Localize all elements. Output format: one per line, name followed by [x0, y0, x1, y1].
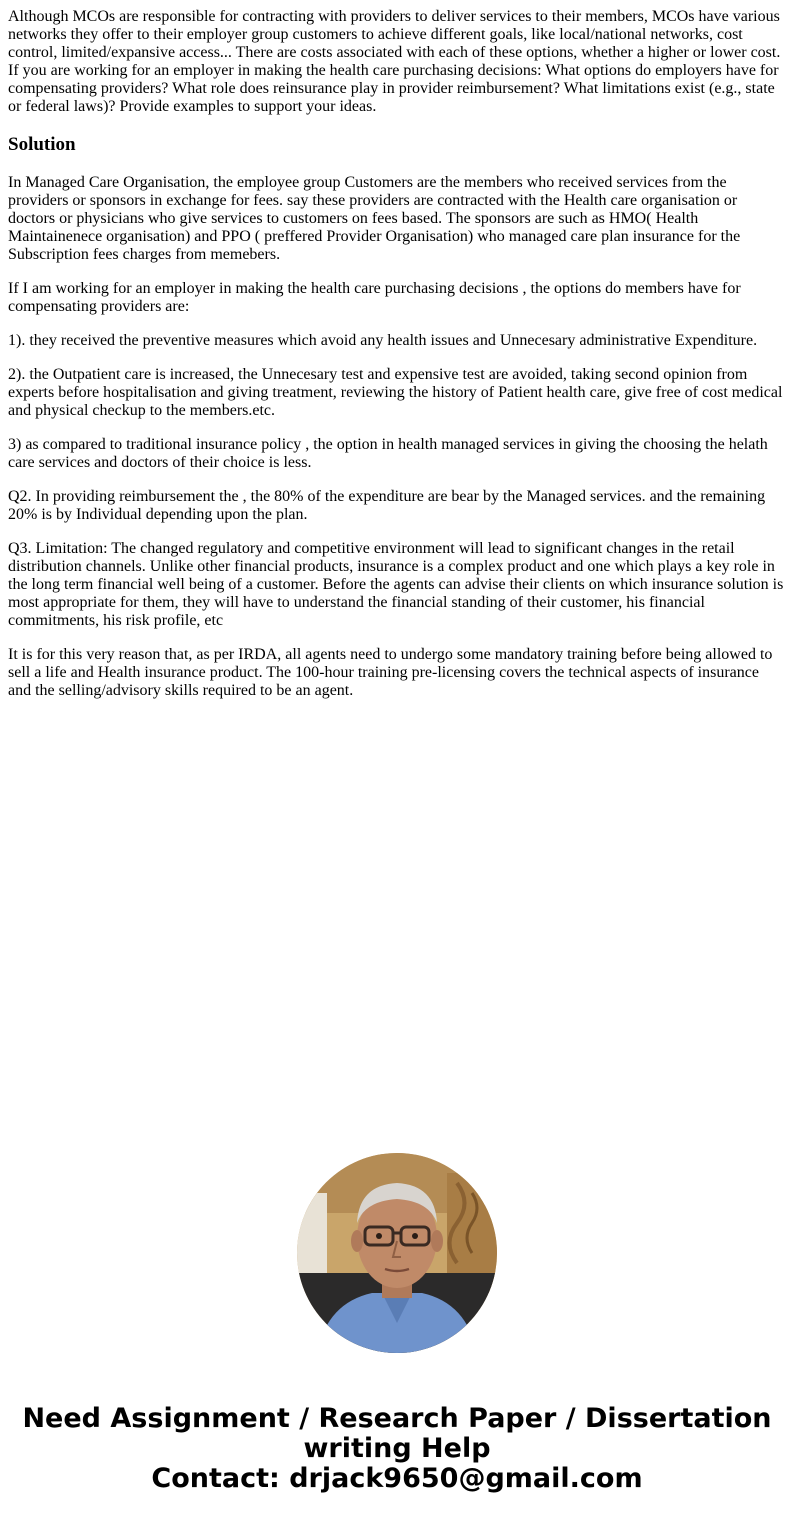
paragraph-q2: Q2. In providing reimbursement the , the 80% of the expenditure are bear by the Managed services. and the remaining 20% is by Individual depending upon the plan. — [8, 488, 766, 523]
paragraph-option-1: 1). they received the preventive measures which avoid any health issues and Unnecesary administrative Expenditure. — [8, 332, 758, 349]
paragraph-option-3: 3) as compared to traditional insurance policy , the option in health managed services in giving the choosing the helath care services and doctors of their choice is less. — [8, 436, 768, 471]
promo-banner — [0, 1404, 794, 1494]
paragraph-q3: Q3. Limitation: The changed regulatory and competitive environment will lead to significant changes in the retail distribution channels. Unlike other financial products, insurance is a complex product and one which plays a key role in the long term financial well being of a customer. Before the agents can advise their clients on which insurance solution is most appropriate for them, they will have to understand the financial standing of their customer, his financial commitments, his risk profile, etc — [8, 540, 784, 629]
paragraph-option-2: 2). the Outpatient care is increased, the Unnecesary test and expensive test are avoided, taking second opinion from experts before hospitalisation and giving treatment, reviewing the history of Patient health care, give free of cost medical and physical checkup to the members.etc. — [8, 366, 783, 419]
document-body — [8, 8, 786, 716]
promo-contact: Contact: drjack9650@gmail.com — [151, 1463, 643, 1494]
author-portrait-image — [297, 1153, 497, 1353]
solution-heading: Solution — [8, 134, 76, 155]
paragraph-irda: It is for this very reason that, as per IRDA, all agents need to undergo some mandatory training before being allowed to sell a life and Health insurance product. The 100-hour training pre-licensing covers the technical aspects of insurance and the selling/advisory skills required to be an agent. — [8, 646, 773, 699]
paragraph-options-lead: If I am working for an employer in making the health care purchasing decisions , the options do members have for compensating providers are: — [8, 280, 741, 315]
promo-line-2: writing Help — [303, 1433, 491, 1464]
paragraph-intro: In Managed Care Organisation, the employee group Customers are the members who received services from the providers or sponsors in exchange for fees. say these providers are contracted with the Health care organisation or doctors or physicians who give services to customers on fees based. The sponsors are such as HMO( Health Maintainenece organisation) and PPO ( preffered Provider Organisation) who managed care plan insurance for the Subscription fees charges from memebers. — [8, 174, 741, 263]
author-avatar — [297, 1153, 497, 1353]
promo-line-1: Need Assignment / Research Paper / Dissertation — [22, 1403, 772, 1434]
question-text: Although MCOs are responsible for contracting with providers to deliver services to their members, MCOs have various networks they offer to their employer group customers to achieve different goals, like local/national networks, cost control, limited/expansive access... There are costs associated with each of these options, whether a higher or lower cost. If you are working for an employer in making the health care purchasing decisions: What options do employers have for compensating providers? What role does reinsurance play in provider reimbursement? What limitations exist (e.g., state or federal laws)? Provide examples to support your ideas. — [8, 8, 781, 115]
